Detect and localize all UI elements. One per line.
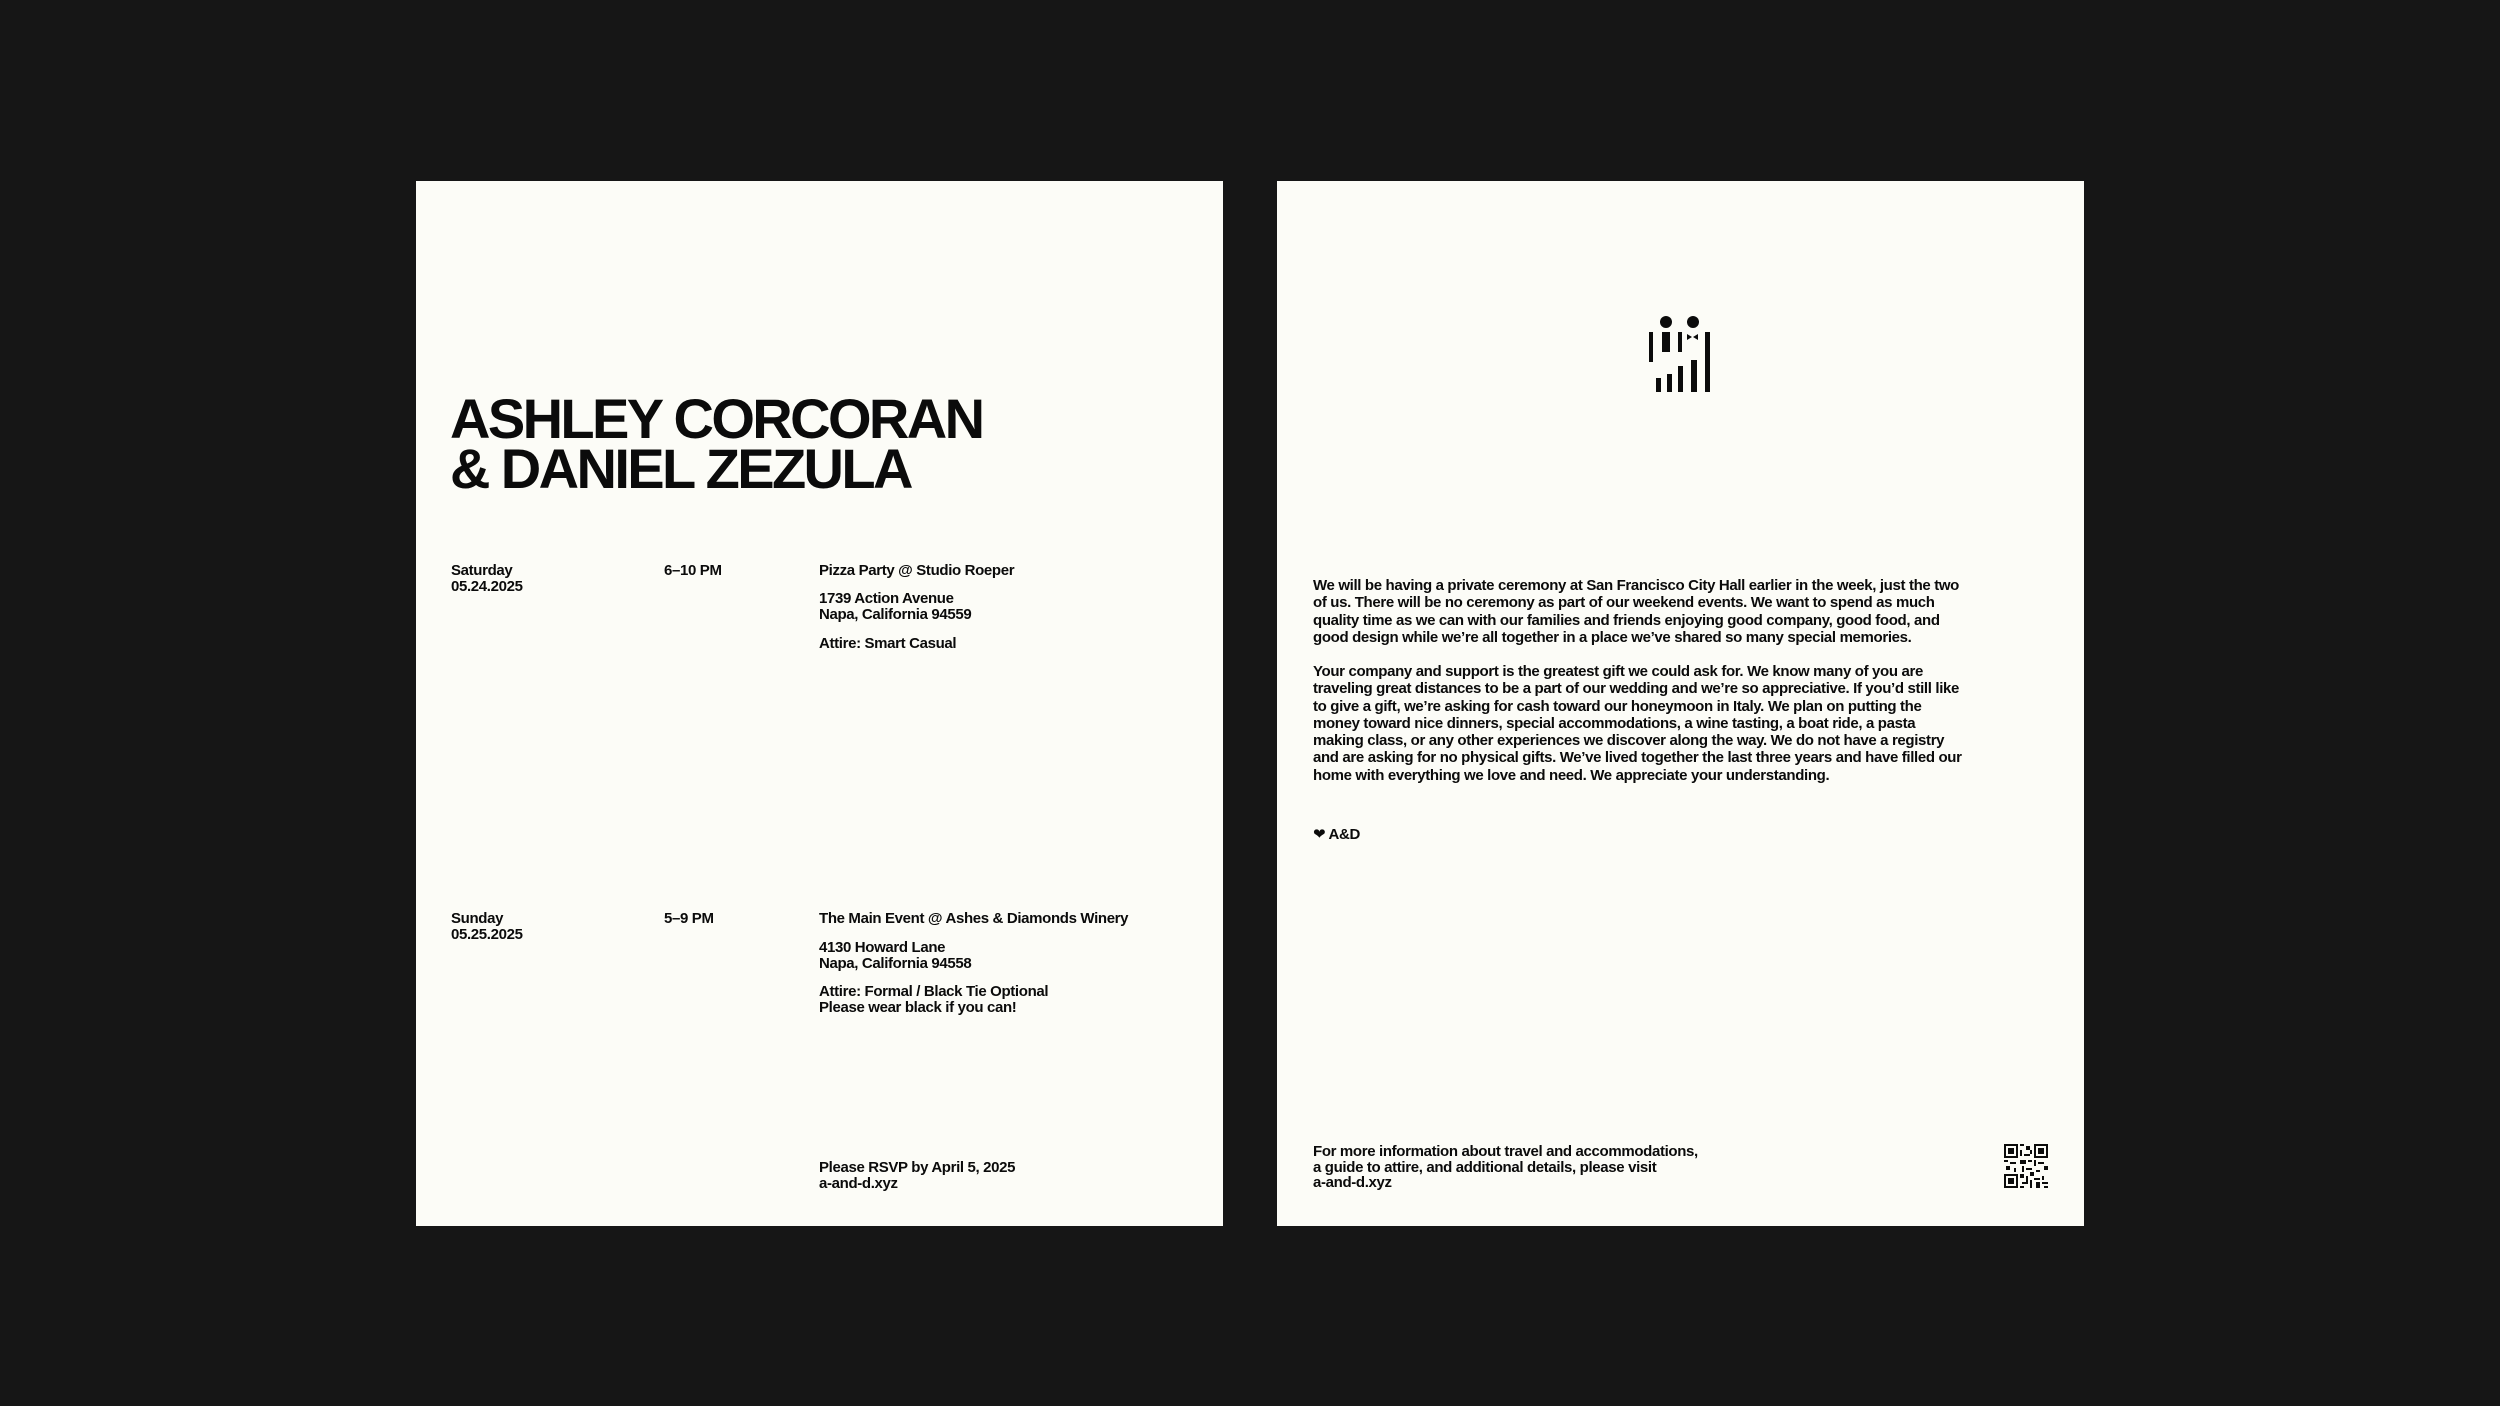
event-1-title: Pizza Party @ Studio Roeper	[819, 562, 1015, 579]
couple-figures-icon	[1647, 316, 1715, 392]
footer-line-1: For more information about travel and accommodations,	[1313, 1143, 1698, 1160]
names-line-2: & DANIEL ZEZULA	[450, 437, 911, 500]
invitation-card	[416, 181, 1223, 1226]
rsvp-deadline: Please RSVP by April 5, 2025	[819, 1159, 1016, 1176]
names-line-1: ASHLEY CORCORAN	[450, 387, 983, 450]
heart-icon: ❤	[1313, 826, 1326, 843]
qr-code-icon	[2004, 1144, 2048, 1188]
rsvp-block	[819, 1160, 1015, 1191]
event-1-attire: Attire: Smart Casual	[819, 635, 957, 652]
event-1-time: 6–10 PM	[664, 562, 722, 579]
event-2-address-line-2: Napa, California 94558	[819, 954, 972, 972]
event-2-time: 5–9 PM	[664, 910, 714, 927]
letter-paragraph-2: Your company and support is the greatest gift we could ask for. We know many of you are traveling great distances to be a part of our wedding and we’re so appreciative. If you’d still like to give a gift, we’re asking for cash toward our honeymoon in Italy. We plan on putting the money toward nice dinners, special accommodations, a wine tasting, a boat ride, a pasta making class, or any other experiences we discover along the way. We do not have a registry and are asking for no physical gifts. We’ve lived together the last three years and have filled our home with everything we love and need. We appreciate your understanding.	[1313, 663, 1962, 784]
signoff	[1313, 827, 1360, 843]
event-2-attire-line: Attire: Formal / Black Tie Optional	[819, 983, 1049, 1000]
event-2-day: Sunday	[451, 910, 504, 927]
event-2-date	[451, 911, 523, 942]
event-1-date-value: 05.24.2025	[451, 577, 523, 595]
footer-info	[1313, 1144, 1698, 1191]
event-1-date	[451, 563, 523, 594]
event-1-day: Saturday	[451, 562, 513, 579]
event-1-address-line-2: Napa, California 94559	[819, 605, 972, 623]
event-2-address-line-1: 4130 Howard Lane	[819, 939, 946, 956]
event-1-address-line-1: 1739 Action Avenue	[819, 590, 954, 607]
footer-line-2: a guide to attire, and additional details, please visit	[1313, 1158, 1657, 1176]
event-2-date-value: 05.25.2025	[451, 925, 523, 943]
footer-website: a-and-d.xyz	[1313, 1174, 1392, 1191]
signoff-initials: A&D	[1328, 826, 1360, 843]
letter-paragraph-1: We will be having a private ceremony at San Francisco City Hall earlier in the week, just the two of us. There will be no ceremony as part of our weekend events. We want to spend as much quality time as we can with our families and friends enjoying good company, good food, and good design while we’re all together in a place we’ve shared so many special memories.	[1313, 577, 1959, 646]
letter-card	[1277, 181, 2084, 1226]
rsvp-website: a-and-d.xyz	[819, 1174, 898, 1192]
couple-names-heading	[450, 387, 983, 500]
event-1-address	[819, 591, 971, 622]
event-2-attire	[819, 984, 1048, 1015]
event-2-attire-note: Please wear black if you can!	[819, 998, 1017, 1016]
event-2-address	[819, 940, 971, 971]
event-2-title: The Main Event @ Ashes & Diamonds Winery	[819, 910, 1129, 927]
